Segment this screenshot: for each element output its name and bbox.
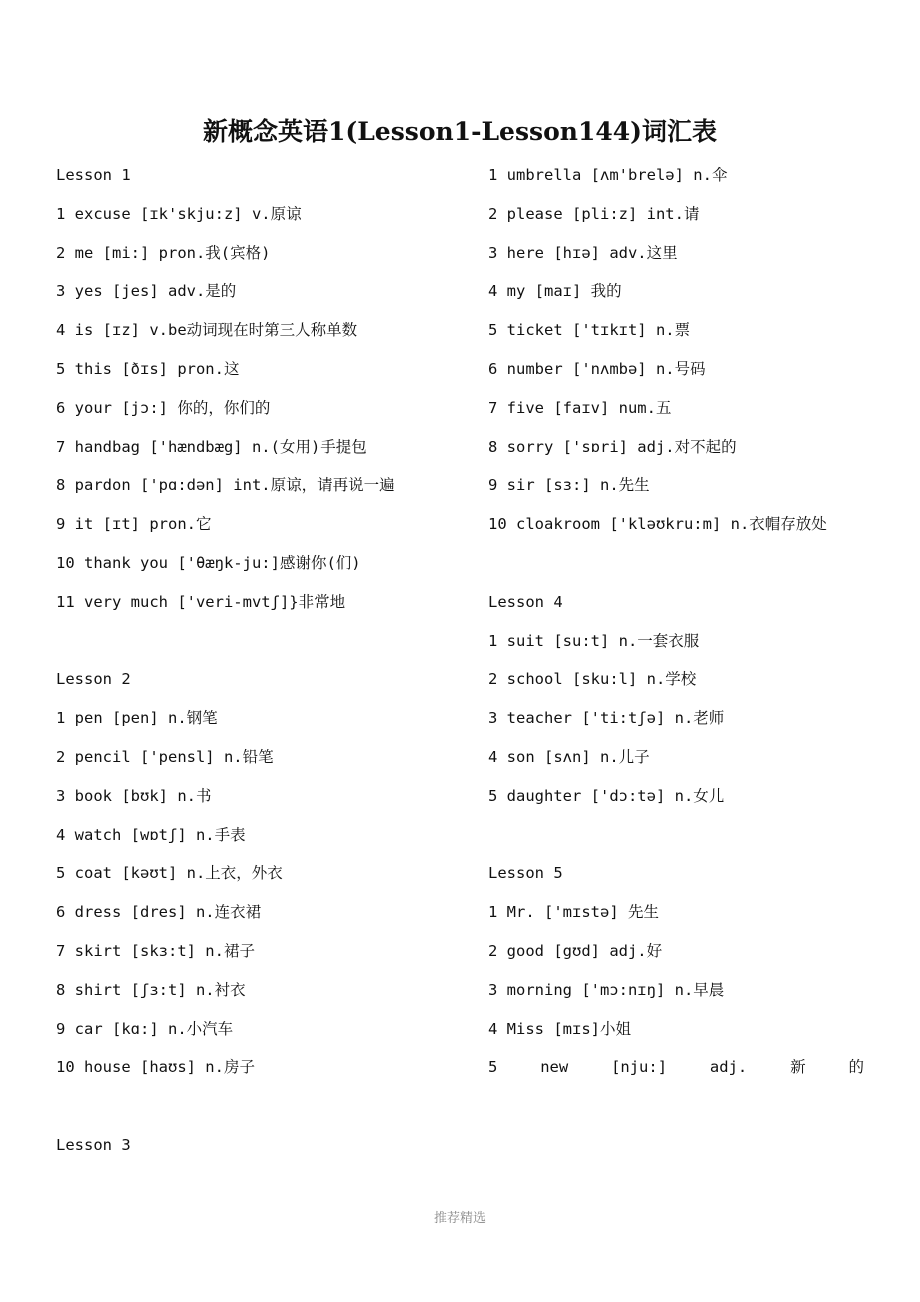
vocab-line-justified (488, 1054, 864, 1093)
vocab-line: 3 teacher ['ti:tʃə] n.老师 (488, 709, 725, 728)
vocab-line: 1 suit [su:t] n.一套衣服 (488, 631, 700, 650)
vocab-line: 2 good [gʊd] adj.好 (488, 941, 663, 960)
vocab-meaning-char: 的 (848, 1058, 864, 1077)
vocab-line: 5 ticket ['tɪkɪt] n.票 (488, 321, 691, 340)
vocab-line: 9 car [kɑ:] n.小汽车 (56, 1019, 234, 1038)
right-column (488, 162, 868, 1093)
vocab-line: 3 yes [jes] adv.是的 (56, 282, 237, 301)
vocab-line: 3 here [hɪə] adv.这里 (488, 243, 678, 262)
vocab-line: 6 dress [dres] n.连衣裙 (56, 903, 262, 922)
vocab-line: 10 cloakroom ['kləʊkru:m] n.衣帽存放处 (488, 515, 827, 534)
vocab-pos: adj. (709, 1058, 748, 1077)
blank-line (488, 822, 868, 861)
vocab-line: 7 five [faɪv] num.五 (488, 398, 672, 417)
vocab-line: 5 this [ðɪs] pron.这 (56, 359, 240, 378)
blank-line (56, 1093, 476, 1132)
vocab-line: 4 my [maɪ] 我的 (488, 282, 622, 301)
vocab-line: 4 is [ɪz] v.be动词现在时第三人称单数 (56, 321, 358, 340)
vocab-line: 6 number ['nʌmbə] n.号码 (488, 359, 706, 378)
lesson-heading: Lesson 2 (56, 670, 131, 689)
vocab-line: 2 school [sku:l] n.学校 (488, 670, 697, 689)
vocab-phonetic: [nju:] (611, 1058, 668, 1077)
vocab-line: 11 very much ['veri-mvtʃ]}非常地 (56, 592, 346, 611)
lesson-heading: Lesson 3 (56, 1135, 131, 1154)
vocab-line: 1 Mr. ['mɪstə] 先生 (488, 903, 659, 922)
lesson-heading: Lesson 1 (56, 166, 131, 184)
vocab-line: 8 shirt [ʃɜ:t] n.衬衣 (56, 980, 246, 999)
vocab-line: 2 pencil ['pensl] n.铅笔 (56, 747, 274, 766)
vocab-line: 7 handbag ['hændbæg] n.(女用)手提包 (56, 437, 367, 456)
vocab-line: 2 please [pli:z] int.请 (488, 204, 700, 223)
vocab-line: 2 me [mi:] pron.我(宾格) (56, 243, 271, 262)
vocab-line: 8 sorry ['sɒri] adj.对不起的 (488, 437, 737, 456)
vocab-line: 3 morning ['mɔ:nɪŋ] n.早晨 (488, 980, 725, 999)
vocab-line: 8 pardon ['pɑ:dən] int.原谅，请再说一遍 (56, 476, 395, 495)
vocab-line: 4 watch [wɒtʃ] n.手表 (56, 825, 246, 844)
vocab-line: 4 Miss [mɪs]小姐 (488, 1019, 631, 1038)
lesson-heading: Lesson 5 (488, 864, 563, 883)
page-title: 新概念英语1(Lesson1-Lesson144)词汇表 (203, 117, 717, 146)
vocab-line: 7 skirt [skɜ:t] n.裙子 (56, 941, 255, 960)
vocab-number: 5 (488, 1058, 498, 1077)
vocab-line: 10 house [haʊs] n.房子 (56, 1058, 255, 1077)
vocab-line: 9 sir [sɜ:] n.先生 (488, 476, 650, 495)
vocab-line: 10 thank you ['θæŋk-ju:]感谢你(们) (56, 553, 361, 572)
vocab-line: 4 son [sʌn] n.儿子 (488, 747, 650, 766)
left-column (56, 162, 476, 1171)
vocab-word: new (540, 1058, 569, 1077)
page-footer: 推荐精选 (433, 1211, 486, 1226)
vocab-line: 5 daughter ['dɔ:tə] n.女儿 (488, 786, 725, 805)
vocab-line: 1 excuse [ɪk'skju:z] v.原谅 (56, 204, 302, 223)
vocab-meaning-char: 新 (790, 1058, 806, 1077)
blank-line (488, 550, 868, 589)
vocab-line: 5 coat [kəʊt] n.上衣，外衣 (56, 864, 283, 883)
vocab-line: 1 pen [pen] n.钢笔 (56, 709, 218, 728)
vocab-line: 9 it [ɪt] pron.它 (56, 515, 212, 534)
vocab-line: 6 your [jɔ:] 你的，你们的 (56, 398, 271, 417)
vocab-line: 1 umbrella [ʌm'brelə] n.伞 (488, 166, 728, 184)
blank-line (56, 628, 476, 667)
lesson-heading: Lesson 4 (488, 592, 563, 611)
vocab-line: 3 book [bʊk] n.书 (56, 786, 212, 805)
